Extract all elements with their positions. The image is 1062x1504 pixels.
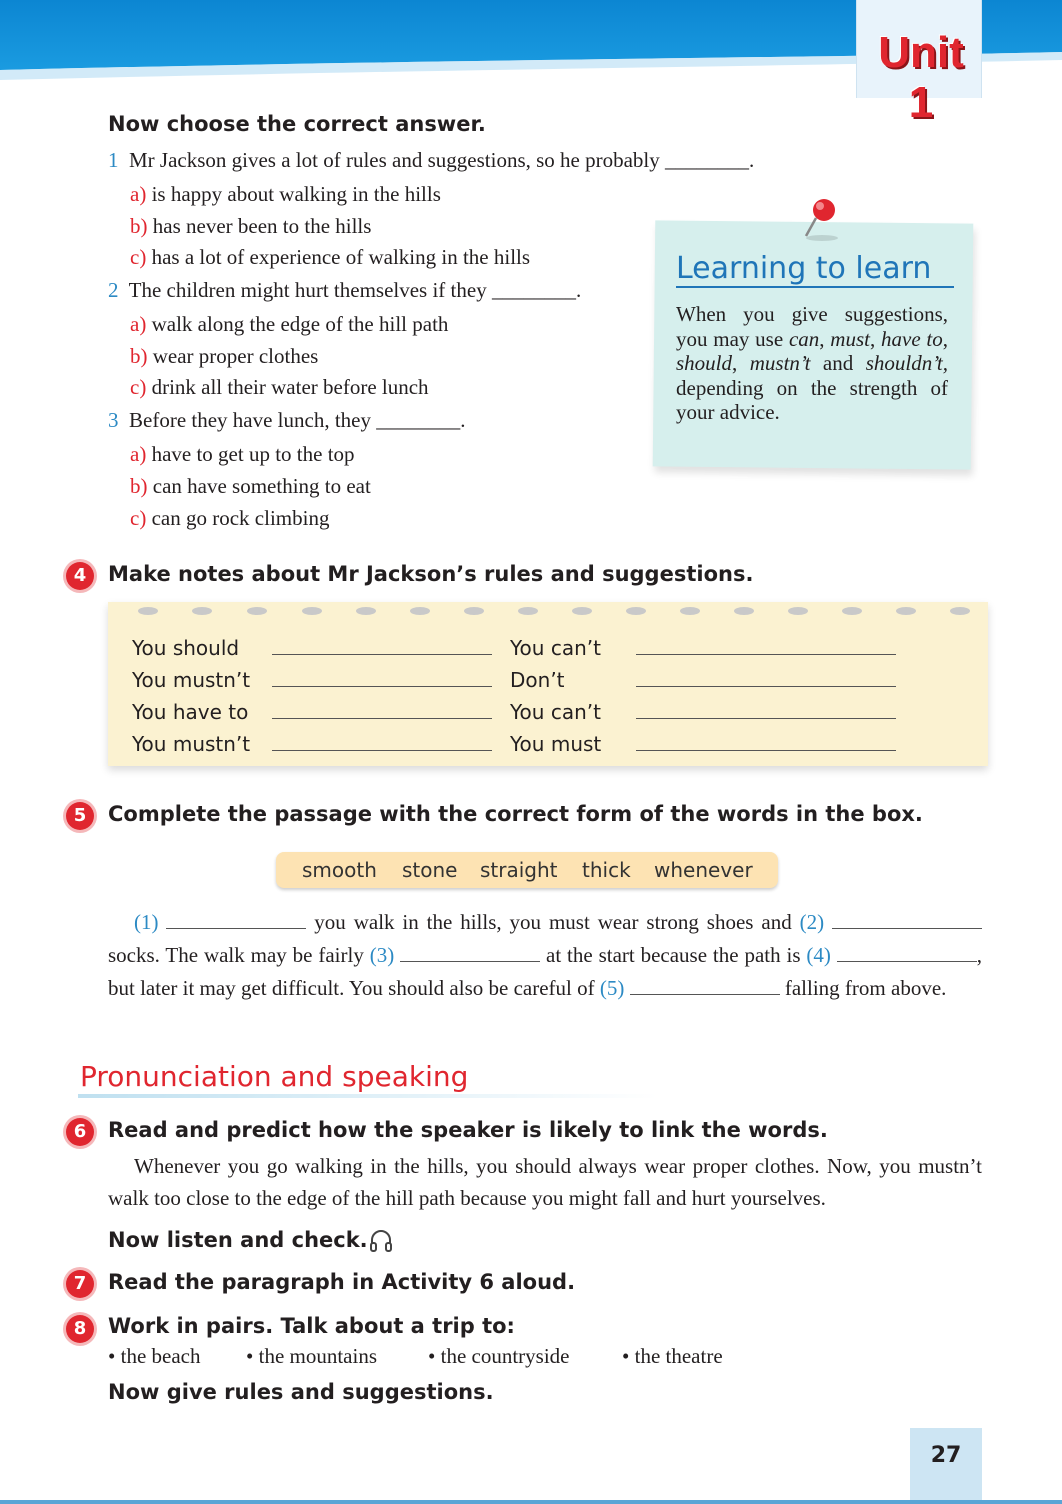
learning-title: Learning to learn (676, 252, 954, 288)
question-number: 2 (108, 278, 119, 302)
option (130, 312, 448, 337)
option-text: can go rock climbing (151, 506, 330, 530)
passage (108, 906, 982, 1005)
note-label-right: You can’t (510, 700, 601, 724)
option-text: has never been to the hills (152, 214, 372, 238)
activity-number: 5 (66, 802, 94, 830)
option (130, 214, 371, 239)
activity-4-heading: Make notes about Mr Jackson’s rules and suggestions. (108, 562, 754, 586)
activity-8-heading: Work in pairs. Talk about a trip to: (108, 1314, 515, 1338)
passage-text: you walk in the hills, you must wear strong shoes and (306, 910, 800, 934)
option-text: can have something to eat (152, 474, 371, 498)
learning-text: When you give suggestions, you may use can, must, have to, should, mustn’t and shouldn’t, depending on the strength of your advice. (676, 302, 948, 424)
question-1 (108, 148, 754, 173)
word-box-item: whenever (654, 858, 753, 882)
note-label-right: You can’t (510, 636, 601, 660)
bullet-item: • the mountains (246, 1344, 378, 1368)
option-letter: c) (130, 506, 147, 530)
bullet-item: • the theatre (622, 1344, 723, 1368)
passage-text: , but later it may get difficult. You should also be careful of (108, 943, 983, 1000)
option-letter: c) (130, 375, 147, 399)
option-letter: a) (130, 182, 147, 206)
answer-line[interactable] (272, 686, 492, 687)
option-text: has a lot of experience of walking in the hills (151, 245, 531, 269)
activity-8-followup: Now give rules and suggestions. (108, 1380, 494, 1404)
footer-line (0, 1500, 1062, 1504)
activity-number: 4 (66, 562, 94, 590)
word-box-item: smooth (302, 858, 377, 882)
bullet-item: • the countryside (428, 1344, 570, 1368)
option-text: is happy about walking in the hills (151, 182, 441, 206)
passage-text: falling from above. (779, 976, 947, 1000)
note-label-right: You must (510, 732, 602, 756)
activity-6-heading: Read and predict how the speaker is likely to link the words. (108, 1118, 828, 1142)
question-number: 1 (108, 148, 119, 172)
option-letter: b) (130, 214, 148, 238)
blank-number: (5) (599, 976, 625, 1000)
option-letter: c) (130, 245, 147, 269)
option (130, 245, 530, 270)
answer-line[interactable] (272, 654, 492, 655)
note-label-left: You should (132, 636, 240, 660)
activity-7-heading: Read the paragraph in Activity 6 aloud. (108, 1270, 576, 1294)
question-text: Before they have lunch, they ________. (129, 408, 466, 432)
option-text: wear proper clothes (152, 344, 319, 368)
option-letter: b) (130, 344, 148, 368)
blank[interactable] (837, 943, 977, 962)
choose-heading: Now choose the correct answer. (108, 112, 486, 136)
blank[interactable] (630, 976, 780, 995)
activity-5-heading: Complete the passage with the correct form of the words in the box. (108, 802, 923, 826)
activity-6-text: Whenever you go walking in the hills, you should always wear proper clothes. Now, you mustn’t walk too close to the edge of the hill path because you might fall and hurt yourselves. (108, 1154, 982, 1210)
listen-check: Now listen and check. (108, 1228, 368, 1252)
question-text: Mr Jackson gives a lot of rules and suggestions, so he probably ________. (129, 148, 755, 172)
word-box-item: straight (480, 858, 558, 882)
page-number: 27 (910, 1428, 982, 1502)
activity-number: 8 (66, 1315, 94, 1343)
word-box-item: stone (402, 858, 458, 882)
answer-line[interactable] (272, 750, 492, 751)
question-3 (108, 408, 466, 433)
option (130, 474, 371, 499)
answer-line[interactable] (636, 718, 896, 719)
option-text: drink all their water before lunch (151, 375, 429, 399)
option-text: have to get up to the top (151, 442, 355, 466)
passage-text: at the start because the path is (540, 943, 807, 967)
note-label-left: You have to (132, 700, 249, 724)
option (130, 182, 441, 207)
option (130, 375, 429, 400)
question-2 (108, 278, 581, 303)
headphones-icon[interactable] (368, 1228, 394, 1254)
answer-line[interactable] (636, 686, 896, 687)
note-label-left: You mustn’t (132, 732, 251, 756)
word-box-item: thick (582, 858, 631, 882)
answer-line[interactable] (272, 718, 492, 719)
blank-number: (3) (369, 943, 395, 967)
word-box (276, 852, 778, 888)
section-title: Pronunciation and speaking (80, 1060, 469, 1093)
passage-text: socks. The walk may be fairly (108, 943, 370, 967)
answer-line[interactable] (636, 654, 896, 655)
blank[interactable] (400, 943, 540, 962)
question-number: 3 (108, 408, 119, 432)
option (130, 442, 355, 467)
pushpin-icon (798, 196, 842, 242)
unit-title: Unit 1 (878, 28, 964, 127)
bullet-item: • the beach (108, 1344, 201, 1368)
spiral-holes (120, 604, 980, 618)
activity-number: 7 (66, 1270, 94, 1298)
note-label-left: You mustn’t (132, 668, 251, 692)
section-underline (78, 1094, 658, 1098)
blank-number: (4) (806, 943, 831, 967)
blank-number: (1) (134, 910, 159, 934)
answer-line[interactable] (636, 750, 896, 751)
option (130, 506, 329, 531)
blank[interactable] (832, 910, 982, 929)
option-letter: a) (130, 442, 147, 466)
question-text: The children might hurt themselves if they ________. (128, 278, 582, 302)
option-letter: b) (130, 474, 148, 498)
option (130, 344, 318, 369)
option-letter: a) (130, 312, 147, 336)
note-label-right: Don’t (510, 668, 565, 692)
blank[interactable] (166, 910, 306, 929)
option-text: walk along the edge of the hill path (151, 312, 449, 336)
activity-number: 6 (66, 1118, 94, 1146)
blank-number: (2) (799, 910, 825, 934)
